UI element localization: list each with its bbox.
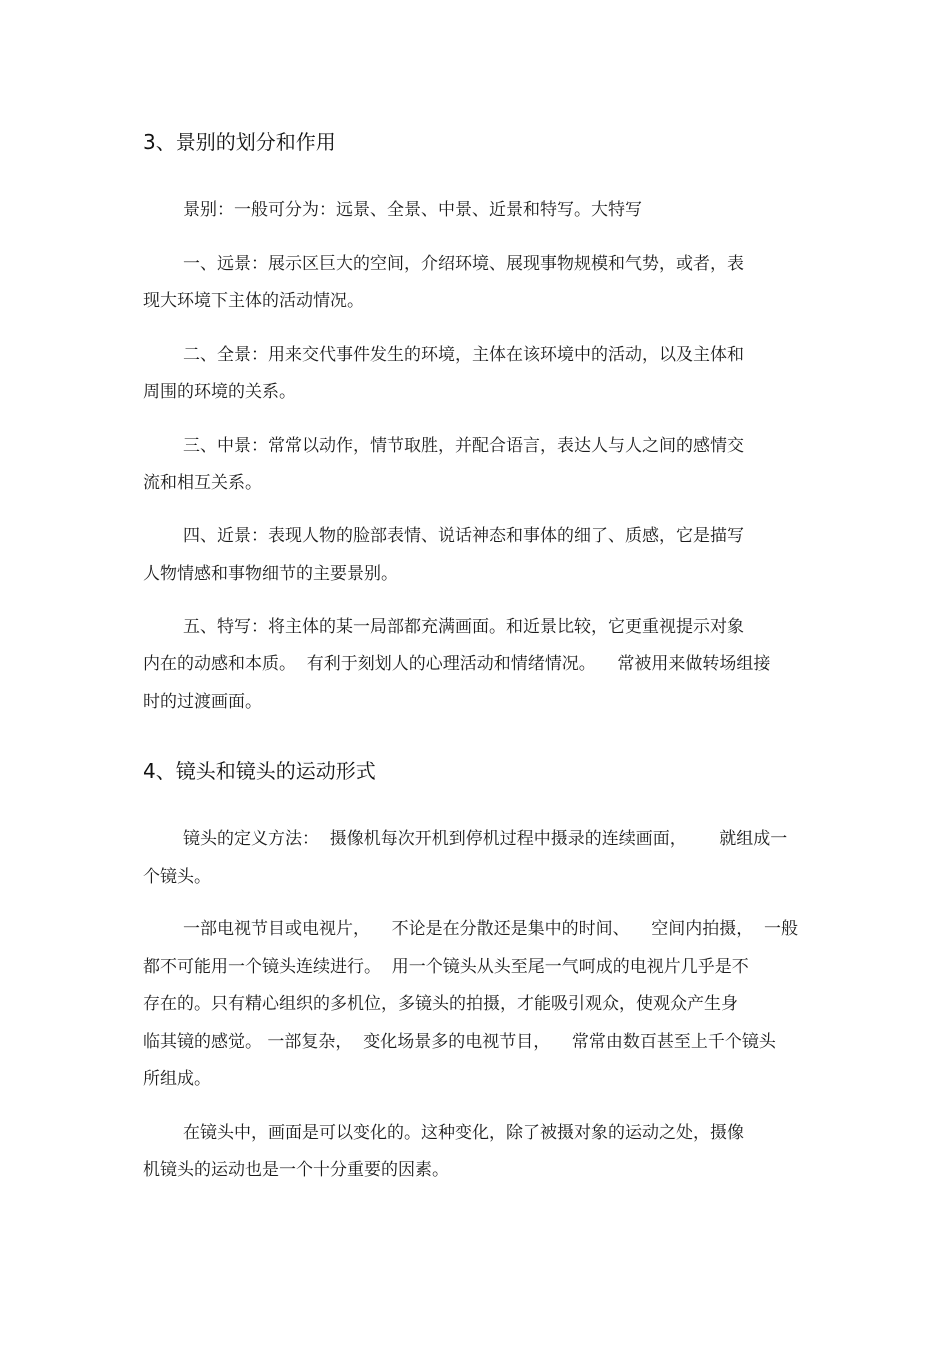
section-4-para-2-line-3: 存在的。只有精心组织的多机位，多镜头的拍摄，才能吸引观众，使观众产生身 [143, 994, 738, 1014]
section-3-para-5-line-2: 人物情感和事物细节的主要景别。 [143, 564, 398, 584]
section-3-heading: 3、景别的划分和作用 [143, 130, 336, 154]
section-3-para-6-line-1: 五、特写：将主体的某一局部都充满画面。和近景比较，它更重视提示对象 [183, 617, 744, 637]
section-3-para-6-line-3: 时的过渡画面。 [143, 692, 262, 712]
section-3-para-2-line-2: 现大环境下主体的活动情况。 [143, 291, 364, 311]
section-3-para-1-line-1: 景别：一般可分为：远景、全景、中景、近景和特写。大特写 [183, 200, 642, 220]
section-4-para-1-line-2: 个镜头。 [143, 867, 211, 887]
section-4-para-1-line-1: 镜头的定义方法： 摄像机每次开机到停机过程中摄录的连续画面， 就组成一 [183, 829, 788, 849]
section-4-para-2-line-4: 临其镜的感觉。 一部复杂， 变化场景多的电视节目， 常常由数百甚至上千个镜头 [143, 1032, 776, 1052]
section-3-para-4-line-2: 流和相互关系。 [143, 473, 262, 493]
section-4-para-2-line-2: 都不可能用一个镜头连续进行。 用一个镜头从头至尾一气呵成的电视片几乎是不 [143, 957, 749, 977]
section-4-para-2-line-1: 一部电视节目或电视片， 不论是在分散还是集中的时间、 空间内拍摄， 一般 [183, 919, 799, 939]
section-3-para-5-line-1: 四、近景：表现人物的脸部表情、说话神态和事体的细了、质感，它是描写 [183, 526, 744, 546]
section-3-para-6-line-2: 内在的动感和本质。 有利于刻划人的心理活动和情绪情况。 常被用来做转场组接 [143, 654, 771, 674]
section-3-para-3-line-2: 周围的环境的关系。 [143, 382, 296, 402]
section-3-para-3-line-1: 二、全景：用来交代事件发生的环境，主体在该环境中的活动，以及主体和 [183, 345, 744, 365]
section-4-heading: 4、镜头和镜头的运动形式 [143, 759, 376, 783]
section-4-para-3-line-2: 机镜头的运动也是一个十分重要的因素。 [143, 1160, 449, 1180]
section-3-para-2-line-1: 一、远景：展示区巨大的空间，介绍环境、展现事物规模和气势，或者，表 [183, 254, 744, 274]
section-4-para-3-line-1: 在镜头中，画面是可以变化的。这种变化，除了被摄对象的运动之处，摄像 [183, 1123, 744, 1143]
section-3-para-4-line-1: 三、中景：常常以动作，情节取胜，并配合语言，表达人与人之间的感情交 [183, 436, 744, 456]
section-4-para-2-line-5: 所组成。 [143, 1069, 211, 1089]
